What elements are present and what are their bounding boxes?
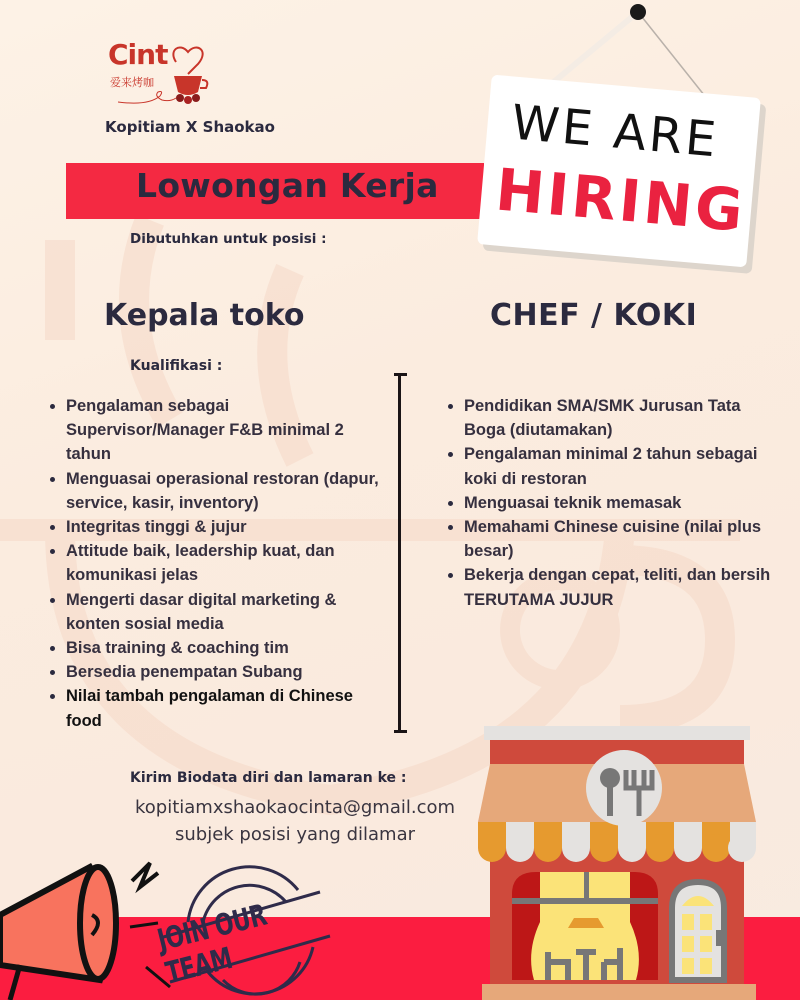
list-item: Pendidikan SMA/SMK Jurusan Tata Boga (diutamakan) <box>446 394 786 442</box>
qualifications-label: Kualifikasi : <box>130 358 223 374</box>
list-item: Bersedia penempatan Subang <box>48 660 388 684</box>
heart-swirl-icon <box>118 88 178 106</box>
page-title: Lowongan Kerja <box>136 166 439 205</box>
kepala-toko-requirements <box>48 394 388 733</box>
list-item: Bekerja dengan cepat, teliti, dan bersih TERUTAMA JUJUR <box>446 563 786 611</box>
positions-intro: Dibutuhkan untuk posisi : <box>130 231 327 247</box>
contact-label: Kirim Biodata diri dan lamaran ke : <box>130 770 407 786</box>
contact-subject-note: subjek posisi yang dilamar <box>174 824 415 845</box>
chef-requirements <box>446 394 786 612</box>
position-title-chef: CHEF / KOKI <box>490 298 698 333</box>
list-item: Pengalaman sebagai Supervisor/Manager F&B minimal 2 tahun <box>48 394 388 467</box>
list-item: Memahami Chinese cuisine (nilai plus besar) <box>446 515 786 563</box>
sign-line-1: WE ARE <box>509 94 722 169</box>
list-item: Pengalaman minimal 2 tahun sebagai koki di restoran <box>446 442 786 490</box>
list-item: Bisa training & coaching tim <box>48 636 388 660</box>
contact-email[interactable]: kopitiamxshaokaocinta@gmail.com <box>134 797 456 818</box>
cinta-logo <box>104 34 210 106</box>
logo-wordmark: Cint <box>108 38 168 71</box>
we-are-hiring-sign <box>477 75 761 268</box>
brand-name: Kopitiam X Shaokao <box>105 118 275 136</box>
list-item: Menguasai teknik memasak <box>446 491 786 515</box>
list-item: Nilai tambah pengalaman di Chinese food <box>48 684 388 732</box>
list-item: Mengerti dasar digital marketing & konten sosial media <box>48 588 388 636</box>
stamp-text: JOIN OUR TEAM <box>154 899 271 992</box>
restaurant-storefront-icon <box>476 722 756 1000</box>
list-item: Attitude baik, leadership kuat, dan komunikasi jelas <box>48 539 388 587</box>
position-title-kepala-toko: Kepala toko <box>104 298 305 333</box>
sign-line-2: HIRING <box>492 155 749 246</box>
list-item: Menguasai operasional restoran (dapur, service, kasir, inventory) <box>48 467 388 515</box>
column-divider <box>398 373 402 733</box>
join-our-team-stamp <box>148 862 338 1000</box>
logo-chinese-text: 爱来烤咖 <box>110 77 154 89</box>
list-item: Integritas tinggi & jujur <box>48 515 388 539</box>
